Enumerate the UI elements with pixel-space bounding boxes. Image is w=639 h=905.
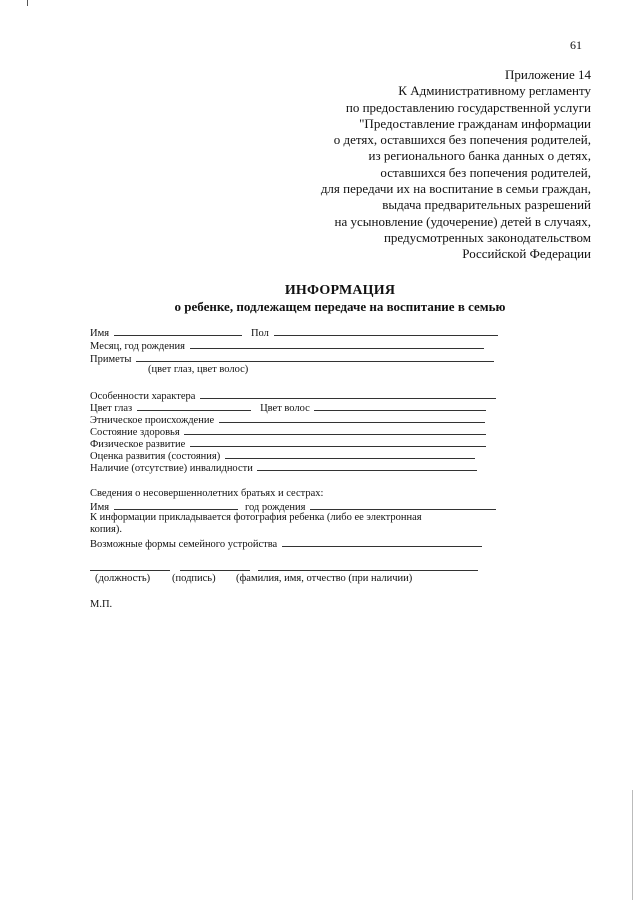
character-field[interactable] xyxy=(200,389,496,399)
features-hint: (цвет глаз, цвет волос) xyxy=(148,364,249,375)
appendix-line: предусмотренных законодательством xyxy=(383,229,591,245)
appendix-line: "Предоставление гражданам информации xyxy=(359,115,591,131)
appendix-line: К Административному регламенту xyxy=(398,83,591,99)
appendix-line: оставшихся без попечения родителей, xyxy=(380,164,591,180)
appendix-line: Российской Федерации xyxy=(462,246,591,262)
name-label: Имя xyxy=(90,328,110,339)
photo-note-line-1: К информации прикладывается фотография ребенка (либо ее электронная xyxy=(90,512,422,523)
eye-color-label: Цвет глаз xyxy=(90,403,133,414)
crop-mark xyxy=(27,0,28,6)
sex-label: Пол xyxy=(250,328,269,339)
appendix-line: на усыновление (удочерение) детей в случаях, xyxy=(334,213,591,229)
document-title: ИНФОРМАЦИЯ xyxy=(284,283,396,298)
development-assessment-field[interactable] xyxy=(225,449,475,459)
siblings-heading: Сведения о несовершеннолетних братьях и сестрах: xyxy=(90,488,324,499)
hair-color-label: Цвет волос xyxy=(260,403,310,414)
features-label: Приметы xyxy=(90,354,132,365)
scan-edge xyxy=(632,790,633,900)
sibling-name-label: Имя xyxy=(90,502,110,513)
row-disability xyxy=(90,461,477,475)
appendix-line: для передачи их на воспитание в семьи граждан, xyxy=(320,181,591,197)
appendix-line: по предоставлению государственной услуги xyxy=(345,99,591,115)
position-line[interactable] xyxy=(90,570,170,571)
page-number: 61 xyxy=(570,38,582,52)
full-name-caption: (фамилия, имя, отчество (при наличии) xyxy=(236,573,413,584)
disability-label: Наличие (отсутствие) инвалидности xyxy=(90,463,253,474)
name-field[interactable] xyxy=(114,326,242,336)
appendix-header xyxy=(321,67,591,263)
health-label: Состояние здоровья xyxy=(90,427,180,438)
sibling-birth-year-label: год рождения xyxy=(244,502,306,513)
features-field[interactable] xyxy=(136,352,494,362)
family-forms-field[interactable] xyxy=(282,537,482,547)
stamp-place: М.П. xyxy=(90,599,113,610)
ethnic-origin-label: Этническое происхождение xyxy=(90,415,215,426)
eye-color-field[interactable] xyxy=(137,401,251,411)
character-label: Особенности характера xyxy=(90,391,196,402)
signature-caption: (подпись) xyxy=(172,573,216,584)
sibling-name-field[interactable] xyxy=(114,500,238,510)
appendix-line: из регионального банка данных о детях, xyxy=(368,148,591,164)
health-field[interactable] xyxy=(184,425,486,435)
appendix-line: выдача предварительных разрешений xyxy=(382,197,591,213)
row-name-sex xyxy=(90,326,498,340)
photo-note-line-2: копия). xyxy=(90,524,123,535)
hair-color-field[interactable] xyxy=(314,401,486,411)
row-family-forms xyxy=(90,537,482,551)
signature-line[interactable] xyxy=(180,570,250,571)
physical-development-field[interactable] xyxy=(190,437,486,447)
document-subtitle: о ребенке, подлежащем передаче на воспитание в семью xyxy=(174,299,506,314)
development-assessment-label: Оценка развития (состояния) xyxy=(90,451,221,462)
birth-month-year-label: Месяц, год рождения xyxy=(90,341,186,352)
disability-field[interactable] xyxy=(257,461,477,471)
appendix-line: о детях, оставшихся без попечения родителей, xyxy=(333,132,591,148)
appendix-line: Приложение 14 xyxy=(504,67,591,82)
sex-field[interactable] xyxy=(274,326,498,336)
physical-development-label: Физическое развитие xyxy=(90,439,186,450)
ethnic-origin-field[interactable] xyxy=(219,413,485,423)
birth-month-year-field[interactable] xyxy=(190,339,484,349)
sibling-birth-year-field[interactable] xyxy=(310,500,496,510)
row-birth-month-year xyxy=(90,339,484,353)
full-name-line[interactable] xyxy=(258,570,478,571)
position-caption: (должность) xyxy=(95,573,151,584)
family-forms-label: Возможные формы семейного устройства xyxy=(90,539,278,550)
